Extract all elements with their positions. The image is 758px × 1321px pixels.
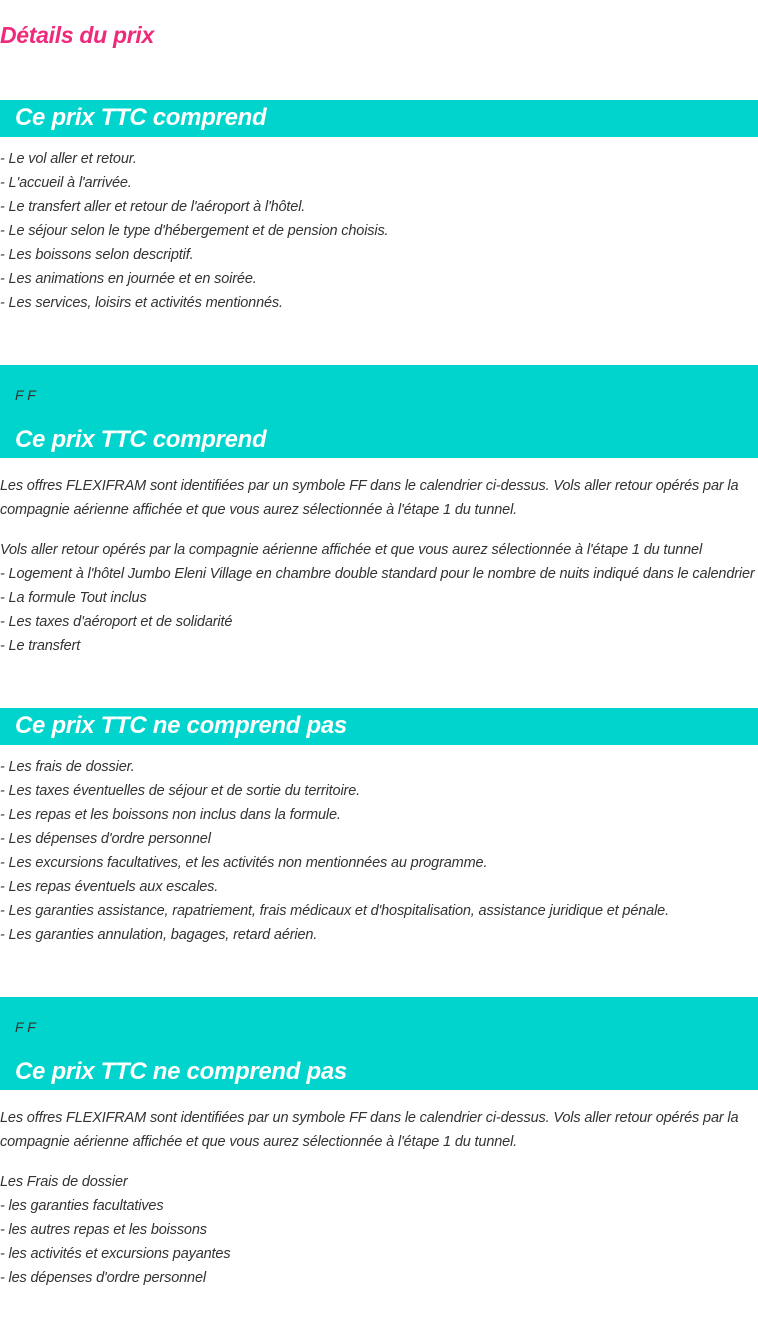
list-item: - les autres repas et les boissons xyxy=(0,1222,207,1238)
section-heading: Ce prix TTC comprend xyxy=(15,104,267,131)
list-item: - Les excursions facultatives, et les activités non mentionnées au programme. xyxy=(0,855,488,871)
section-header-included xyxy=(0,100,758,137)
list-item: - Le transfert aller et retour de l'aéroport à l'hôtel. xyxy=(0,199,306,215)
excluded-list xyxy=(0,755,669,947)
list-item: - Les repas éventuels aux escales. xyxy=(0,879,219,895)
ff-excluded-list xyxy=(0,1170,230,1290)
list-item: - Le transfert xyxy=(0,638,81,654)
list-item: - les activités et excursions payantes xyxy=(0,1246,231,1262)
list-item: - Les animations en journée et en soirée. xyxy=(0,271,257,287)
list-item: - Le séjour selon le type d'hébergement et de pension choisis. xyxy=(0,223,389,239)
flexifram-intro: Les offres FLEXIFRAM sont identifiées par un symbole FF dans le calendrier ci-dessus. Vols aller retour opérés par la compagnie aérienne affichée et que vous aurez sélectionnée à l'étape 1 du tunnel. xyxy=(0,1110,739,1150)
list-item: - Les taxes éventuelles de séjour et de sortie du territoire. xyxy=(0,783,360,799)
list-item: - Les services, loisirs et activités mentionnés. xyxy=(0,295,283,311)
list-item: - Les garanties assistance, rapatriement, frais médicaux et d'hospitalisation, assistance juridique et pénale. xyxy=(0,903,669,919)
included-list xyxy=(0,147,388,315)
list-item: - Les repas et les boissons non inclus dans la formule. xyxy=(0,807,341,823)
section-heading: Ce prix TTC ne comprend pas xyxy=(15,712,347,739)
list-item: - les dépenses d'ordre personnel xyxy=(0,1270,206,1286)
section-header-ff-excluded xyxy=(0,997,758,1090)
list-item: - Les boissons selon descriptif. xyxy=(0,247,194,263)
list-item: - Les taxes d'aéroport et de solidarité xyxy=(0,614,233,630)
ff-included-list xyxy=(0,538,755,658)
list-item: - Les dépenses d'ordre personnel xyxy=(0,831,211,847)
list-item: - L'accueil à l'arrivée. xyxy=(0,175,132,191)
page-title: Détails du prix xyxy=(0,22,154,48)
ff-badge: F F xyxy=(15,387,36,403)
section-header-ff-included xyxy=(0,365,758,458)
list-item: Vols aller retour opérés par la compagnie aérienne affichée et que vous aurez sélectionnée à l'étape 1 du tunnel xyxy=(0,542,703,558)
list-item: - Les frais de dossier. xyxy=(0,759,135,775)
list-item: - Le vol aller et retour. xyxy=(0,151,137,167)
list-item: Les Frais de dossier xyxy=(0,1174,128,1190)
section-header-excluded xyxy=(0,708,758,745)
section-heading: Ce prix TTC ne comprend pas xyxy=(15,1058,347,1085)
list-item: - Logement à l'hôtel Jumbo Eleni Village en chambre double standard pour le nombre de nuits indiqué dans le calendrier xyxy=(0,566,755,582)
ff-badge: F F xyxy=(15,1019,36,1035)
list-item: - La formule Tout inclus xyxy=(0,590,147,606)
section-heading: Ce prix TTC comprend xyxy=(15,426,267,453)
flexifram-intro: Les offres FLEXIFRAM sont identifiées par un symbole FF dans le calendrier ci-dessus. Vols aller retour opérés par la compagnie aérienne affichée et que vous aurez sélectionnée à l'étape 1 du tunnel. xyxy=(0,478,739,518)
list-item: - les garanties facultatives xyxy=(0,1198,164,1214)
list-item: - Les garanties annulation, bagages, retard aérien. xyxy=(0,927,318,943)
